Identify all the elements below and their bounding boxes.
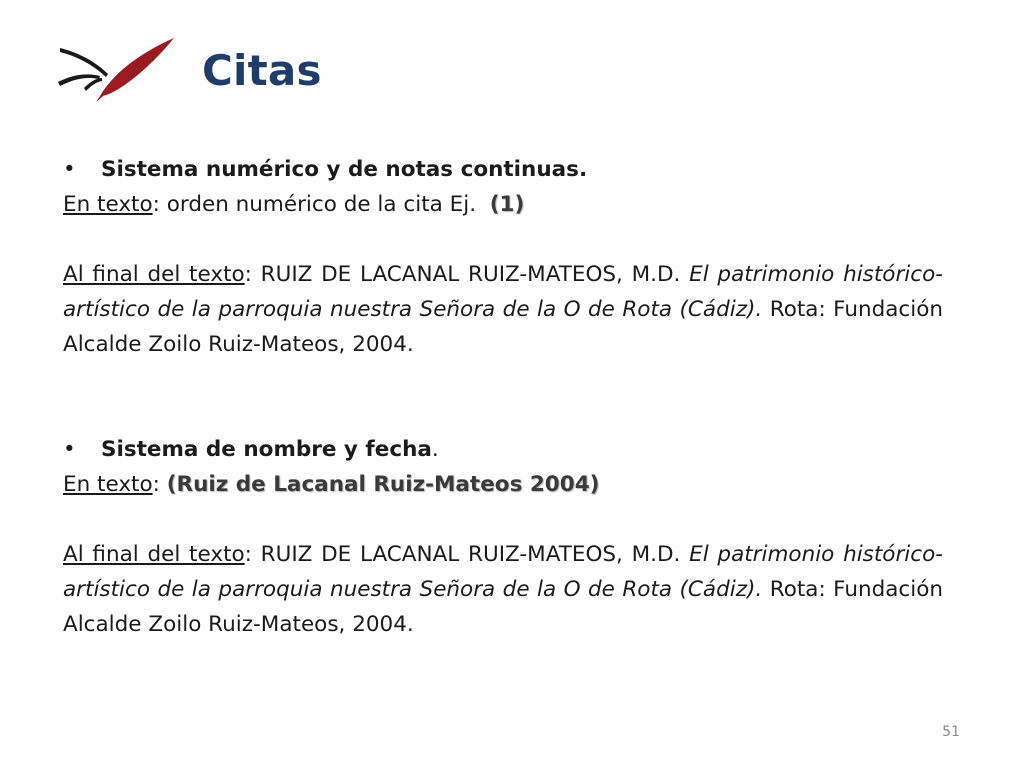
end-text-author: : RUIZ DE LACANAL RUIZ-MATEOS, M.D. — [244, 542, 690, 567]
end-text-label: Al final del texto — [63, 542, 245, 567]
section2-heading — [63, 432, 943, 467]
in-text-label: En texto — [63, 192, 153, 217]
spacer — [63, 502, 943, 537]
in-text-label: En texto — [63, 472, 153, 497]
end-text-work-title: El patrimonio histórico-artístico de la parroquia nuestra Señora de la O de Rota (Cádiz). — [63, 542, 944, 602]
section1-end-text — [63, 257, 943, 362]
in-text-separator: : — [152, 472, 167, 497]
slide-content — [63, 152, 943, 642]
in-text-description: : orden numérico de la cita Ej. — [152, 192, 477, 217]
section1-in-text — [63, 187, 943, 222]
end-text-label: Al final del texto — [63, 262, 245, 287]
author-date-reference: (Ruiz de Lacanal Ruiz-Mateos 2004) — [166, 472, 600, 497]
section1-heading — [63, 152, 943, 187]
bullet-icon: • — [63, 437, 76, 462]
end-text-publisher: Rota: Fundación Alcalde Zoilo Ruiz-Mateos, 2004. — [63, 297, 943, 357]
bullet-icon: • — [63, 157, 76, 182]
logo — [56, 30, 180, 106]
end-text-work-title: El patrimonio histórico-artístico de la parroquia nuestra Señora de la O de Rota (Cádiz). — [63, 262, 944, 322]
section2-heading-wrap — [101, 432, 439, 467]
spacer — [63, 222, 943, 257]
slide-title: Citas — [202, 46, 322, 95]
section1-heading-text: Sistema numérico y de notas continuas. — [101, 157, 588, 182]
numeric-reference: (1) — [489, 192, 525, 217]
end-text-author: : RUIZ DE LACANAL RUIZ-MATEOS, M.D. — [244, 262, 690, 287]
section2-heading-text: Sistema de nombre y fecha — [101, 437, 432, 462]
section2-heading-period: . — [431, 437, 439, 462]
section2-end-text — [63, 537, 943, 642]
book-logo-icon — [56, 30, 180, 106]
spacer — [63, 362, 943, 432]
section2-in-text — [63, 467, 943, 502]
end-text-publisher: Rota: Fundación Alcalde Zoilo Ruiz-Mateos, 2004. — [63, 577, 943, 637]
page-number: 51 — [942, 724, 960, 740]
